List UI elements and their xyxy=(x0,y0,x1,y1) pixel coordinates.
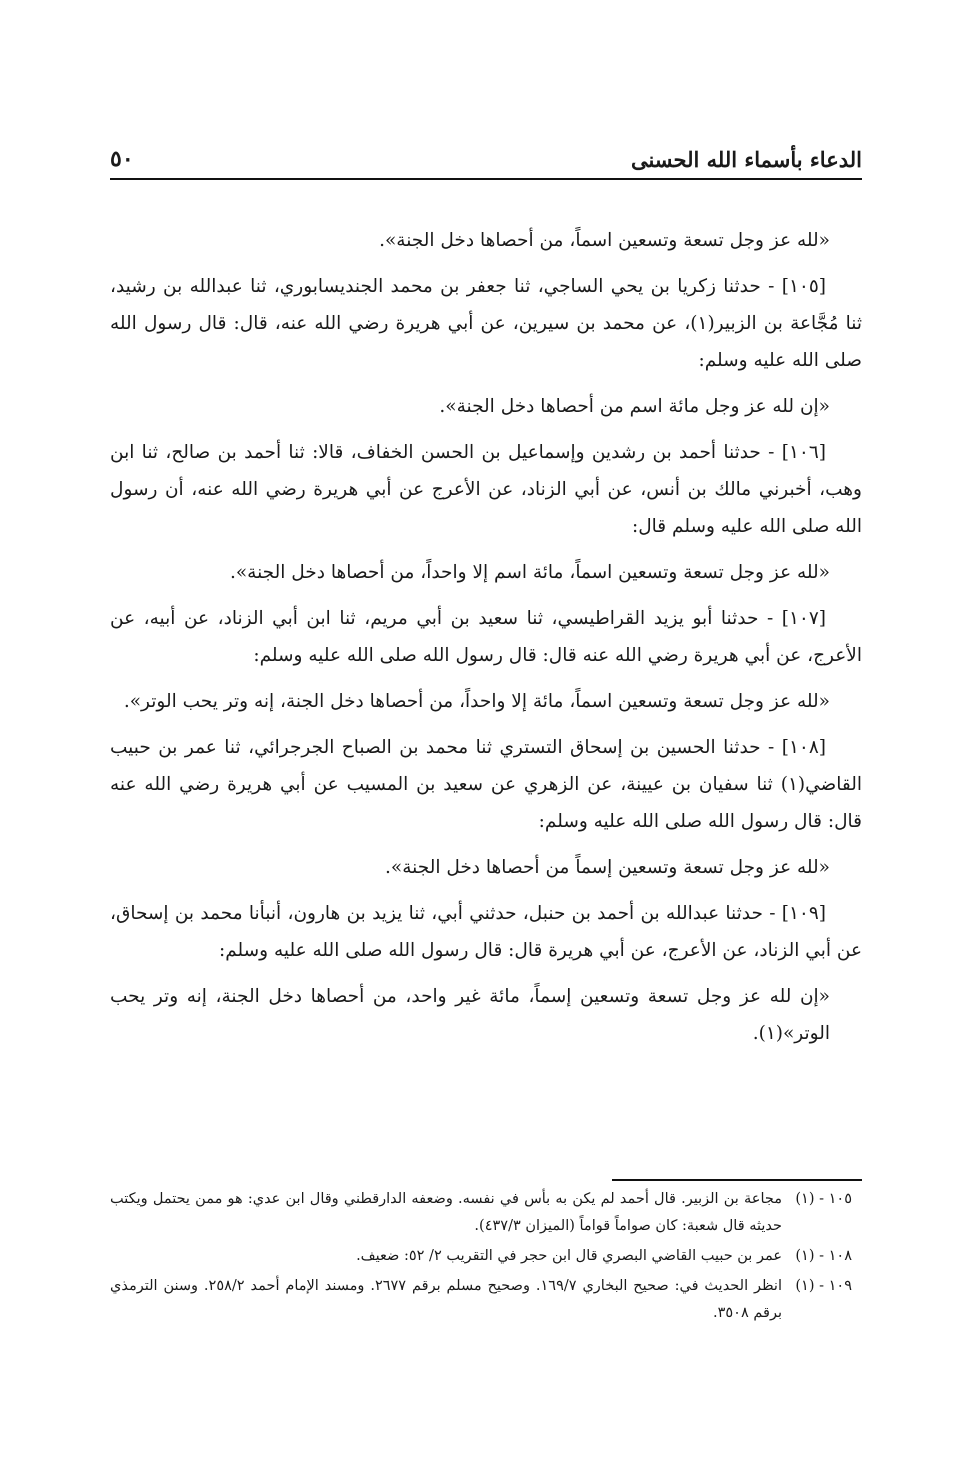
footnote-text: مجاعة بن الزبير. قال أحمد لم يكن به بأس في نفسه. وضعفه الدارقطني وقال ابن عدي: هو ممن يحتمل ويكتب حديثه قال شعبة: كان صواماً قواماً (الميزان ٤٣٧/٣). xyxy=(110,1191,782,1234)
page-number: ٥٠ xyxy=(110,146,134,172)
main-text xyxy=(110,222,862,1052)
book-page xyxy=(110,0,862,1478)
running-title: الدعاء بأسماء الله الحسنى xyxy=(630,147,862,172)
footnote-105 xyxy=(110,1186,862,1240)
footnotes xyxy=(110,1186,862,1327)
footnote-108 xyxy=(110,1243,862,1270)
page-header xyxy=(110,144,862,180)
footnote-number: ١٠٨ - (١) xyxy=(795,1248,852,1264)
hadith-chain-106: [١٠٦] - حدثنا أحمد بن رشدين وإسماعيل بن الحسن الخفاف، قالا: ثنا أحمد بن صالح، ثنا ابن وهب، أخبرني مالك بن أنس، عن أبي الزناد، عن الأعرج عن أبي هريرة رضي الله عنه، أن رسول الله صلى الله عليه وسلم قال: xyxy=(110,442,862,537)
hadith-quote: «إن لله عز وجل تسعة وتسعين إسماً، مائة غير واحد، من أحصاها دخل الجنة، إنه وتر يحب الوتر»(١). xyxy=(110,986,830,1044)
footnote-109 xyxy=(110,1273,862,1327)
footnote-number: ١٠٩ - (١) xyxy=(795,1278,852,1294)
footnote-text: عمر بن حبيب القاضي البصري قال ابن حجر في التقريب ٢/ ٥٢: ضعيف. xyxy=(356,1248,782,1264)
footnote-number: ١٠٥ - (١) xyxy=(795,1191,852,1207)
hadith-chain-108: [١٠٨] - حدثنا الحسين بن إسحاق التستري ثنا محمد بن الصباح الجرجرائي، ثنا عمر بن حبيب القاضي(١) ثنا سفيان بن عيينة، عن الزهري عن سعيد بن المسيب عن أبي هريرة رضي الله عنه قال: قال رسول الله صلى الله عليه وسلم: xyxy=(110,737,862,832)
hadith-chain-105: [١٠٥] - حدثنا زكريا بن يحي الساجي، ثنا جعفر بن محمد الجنديسابوري، ثنا عبدالله بن رشيد، ثنا مُجَّاعة بن الزبير(١)، عن محمد بن سيرين، عن أبي هريرة رضي الله عنه، قال: قال رسول الله صلى الله عليه وسلم: xyxy=(110,276,863,371)
hadith-quote: «لله عز وجل تسعة وتسعين اسماً، من أحصاها دخل الجنة». xyxy=(379,230,830,251)
hadith-quote: «لله عز وجل تسعة وتسعين إسماً من أحصاها دخل الجنة». xyxy=(385,857,830,878)
hadith-chain-107: [١٠٧] - حدثنا أبو يزيد القراطيسي، ثنا سعيد بن أبي مريم، ثنا ابن أبي الزناد، عن أبيه، عن الأعرج، عن أبي هريرة رضي الله عنه قال: قال رسول الله صلى الله عليه وسلم: xyxy=(110,608,862,666)
footnote-text: انظر الحديث في: صحيح البخاري ١٦٩/٧. وصحيح مسلم برقم ٢٦٧٧. ومسند الإمام أحمد ٢٥٨/٢. وسنن الترمذي برقم ٣٥٠٨. xyxy=(110,1278,782,1321)
hadith-quote: «إن لله عز وجل مائة اسم من أحصاها دخل الجنة». xyxy=(439,396,830,417)
hadith-quote: «لله عز وجل تسعة وتسعين اسماً، مائة اسم إلا واحداً، من أحصاها دخل الجنة». xyxy=(229,562,830,583)
footnote-divider xyxy=(612,1179,862,1181)
hadith-quote: «لله عز وجل تسعة وتسعين اسماً، مائة إلا واحداً، من أحصاها دخل الجنة، إنه وتر يحب الوتر». xyxy=(123,691,830,712)
hadith-chain-109: [١٠٩] - حدثنا عبدالله بن أحمد بن حنبل، حدثني أبي، ثنا يزيد بن هارون، أنبأنا محمد بن إسحاق، عن أبي الزناد، عن الأعرج، عن أبي هريرة قال: قال رسول الله صلى الله عليه وسلم: xyxy=(110,903,862,961)
